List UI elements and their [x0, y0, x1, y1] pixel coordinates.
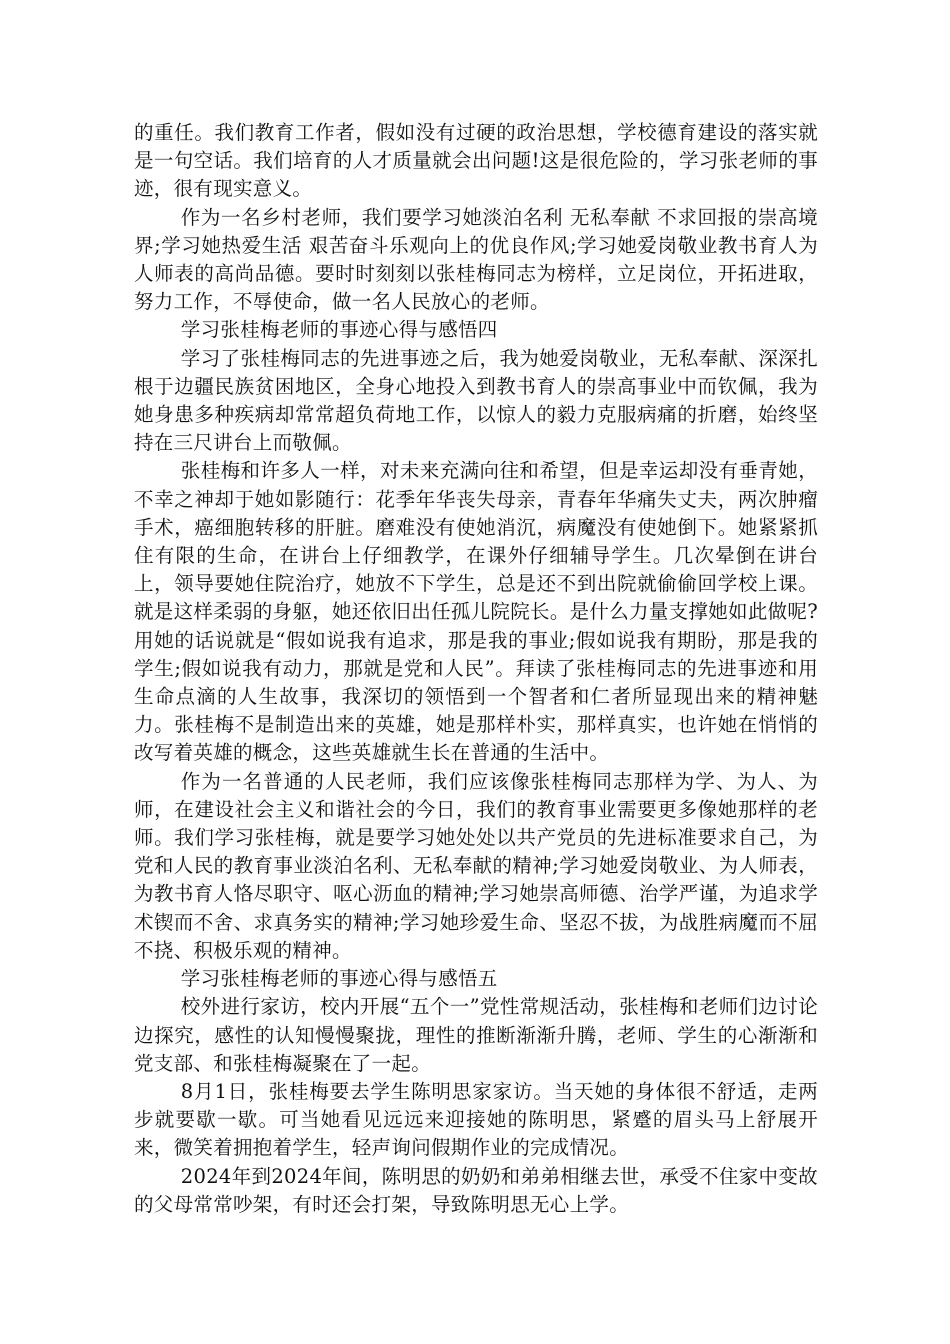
paragraph: 校外进行家访，校内开展“五个一”党性常规活动，张桂梅和老师们边讨论边探究，感性的认知慢慢聚拢，理性的推断渐渐升腾，老师、学生的心渐渐和党支部、和张桂梅凝聚在了一起。 — [134, 995, 818, 1075]
paragraph: 作为一名普通的人民老师，我们应该像张桂梅同志那样为学、为人、为师，在建设社会主义和谐社会的今日，我们的教育事业需要更多像她那样的老师。我们学习张桂梅，就是要学习她处处以共产党员的先进标准要求自己，为党和人民的教育事业淡泊名利、无私奉献的精神;学习她爱岗敬业、为人师表，为教书育人恪尽职守、呕心沥血的精神;学习她崇高师德、治学严谨，为追求学术锲而不舍、求真务实的精神;学习她珍爱生命、坚忍不拔，为战胜病魔而不屈不挠、积极乐观的精神。 — [134, 769, 818, 962]
section-heading: 学习张桂梅老师的事迹心得与感悟四 — [180, 318, 498, 342]
paragraph: 张桂梅和许多人一样，对未来充满向往和希望，但是幸运却没有垂青她，不幸之神却于她如影随行：花季年华丧失母亲，青春年华痛失丈夫，两次肿瘤手术，癌细胞转移的肝脏。磨难没有使她消沉，病魔没有使她倒下。她紧紧抓住有限的生命，在讲台上仔细教学，在课外仔细辅导学生。几次晕倒在讲台上，领导要她住院治疗，她放不下学生，总是还不到出院就偷偷回学校上课。就是这样柔弱的身躯，她还依旧出任孤儿院院长。是什么力量支撑她如此做呢?用她的话说就是“假如说我有追求，那是我的事业;假如说我有期盼，那是我的学生;假如说我有动力，那就是党和人民”。拜读了张桂梅同志的先进事迹和用生命点滴的人生故事，我深切的领悟到一个智者和仁者所显现出来的精神魅力。张桂梅不是制造出来的英雄，她是那样朴实，那样真实，也许她在悄悄的改写着英雄的概念，这些英雄就生长在普通的生活中。 — [134, 459, 818, 765]
paragraph: 2024年到2024年间，陈明思的奶奶和弟弟相继去世，承受不住家中变故的父母常常吵架，有时还会打架，导致陈明思无心上学。 — [134, 1164, 818, 1216]
paragraph-continuation: 的重任。我们教育工作者，假如没有过硬的政治思想，学校德育建设的落实就是一句空话。我们培育的人才质量就会出问题!这是很危险的，学习张老师的事迹，很有现实意义。 — [134, 121, 818, 201]
section-heading: 学习张桂梅老师的事迹心得与感悟五 — [180, 967, 498, 991]
paragraph: 学习了张桂梅同志的先进事迹之后，我为她爱岗敬业，无私奉献、深深扎根于边疆民族贫困地区，全身心地投入到教书育人的崇高事业中而钦佩，我为她身患多种疾病却常常超负荷地工作，以惊人的毅力克服病痛的折磨，始终坚持在三尺讲台上而敬佩。 — [134, 346, 818, 455]
paragraph: 作为一名乡村老师，我们要学习她淡泊名利 无私奉献 不求回报的崇高境界;学习她热爱生活 艰苦奋斗乐观向上的优良作风;学习她爱岗敬业教书育人为人师表的高尚品德。要时时刻刻以张桂梅同志为榜样，立足岗位，开拓进取，努力工作，不辱使命，做一名人民放心的老师。 — [134, 205, 818, 314]
paragraph: 8月1日，张桂梅要去学生陈明思家家访。当天她的身体很不舒适，走两步就要歇一歇。可当她看见远远来迎接她的陈明思，紧蹙的眉头马上舒展开来，微笑着拥抱着学生，轻声询问假期作业的完成情况。 — [134, 1079, 818, 1160]
document-body — [134, 119, 818, 1219]
